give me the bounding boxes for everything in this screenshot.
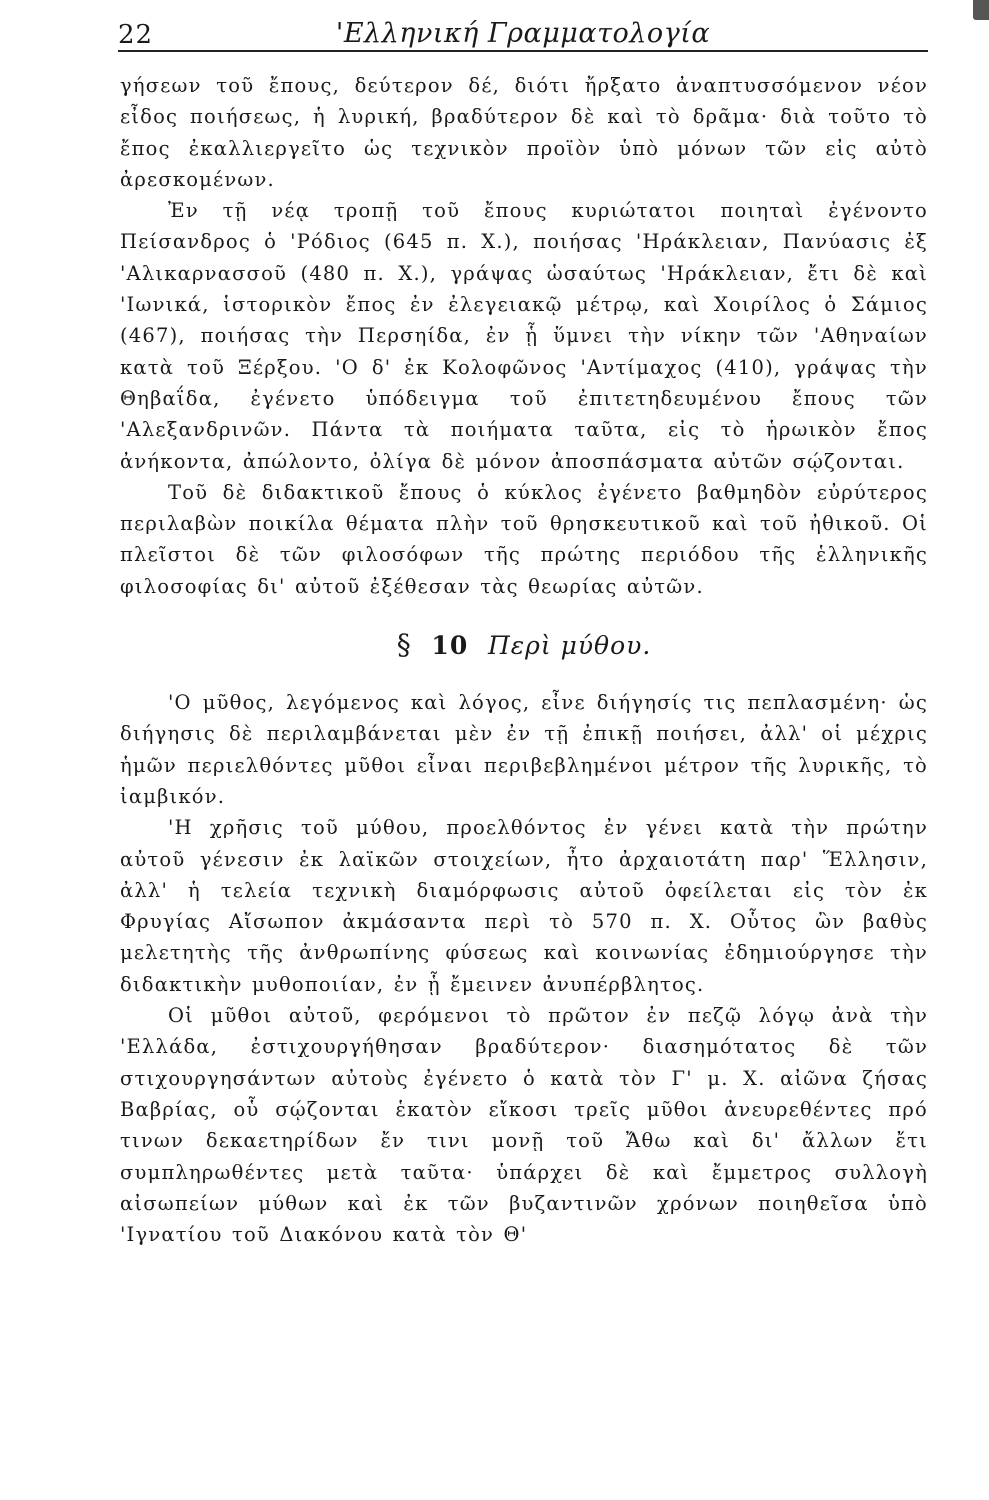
- section-heading: [120, 628, 928, 663]
- header-rule: [118, 50, 928, 52]
- section-number: 10: [431, 631, 469, 661]
- page-header: [118, 16, 928, 60]
- page-body: [120, 70, 928, 1250]
- section-sign: §: [396, 628, 412, 662]
- paragraph: Τοῦ δὲ διδακτικοῦ ἔπους ὁ κύκλος ἐγένετο βαθμηδὸν εὐρύτερος περιλαβὼν ποικίλα θέματα πλὴν τοῦ θρησκευτικοῦ καὶ τοῦ ἠθικοῦ. Οἱ πλεῖστοι δὲ τῶν φιλοσόφων τῆς πρώτης περιόδου τῆς ἑλληνικῆς φιλοσοφίας δι' αὐτοῦ ἐξέθεσαν τὰς θεωρίας αὐτῶν.: [120, 480, 928, 598]
- page-number: 22: [118, 20, 154, 50]
- paragraph: γήσεων τοῦ ἔπους, δεύτερον δέ, διότι ἤρξατο ἀναπτυσσόμενον νέον εἶδος ποιήσεως, ἡ λυρική, βραδύτερον δὲ καὶ τὸ δρᾶμα· διὰ τοῦτο τὸ ἔπος ἐκαλλιεργεῖτο ὡς τεχνικὸν προϊὸν ὑπὸ μόνων τῶν εἰς αὐτὸ ἀρεσκομένων.: [120, 74, 928, 191]
- page-edge-mark: [973, 0, 989, 20]
- running-title: 'Ελληνική Γραμματολογία: [335, 18, 711, 49]
- paragraph: 'Η χρῆσις τοῦ μύθου, προελθόντος ἐν γένει κατὰ τὴν πρώτην αὐτοῦ γένεσιν ἐκ λαϊκῶν στοιχείων, ἦτο ἀρχαιοτάτη παρ' Ἕλλησιν, ἀλλ' ἡ τελεία τεχνικὴ διαμόρφωσις αὐτοῦ ὀφείλεται εἰς τὸν ἐκ Φρυγίας Αἴσωπον ἀκμάσαντα περὶ τὸ 570 π. Χ. Οὗτος ὢν βαθὺς μελετητὴς τῆς ἀνθρωπίνης φύσεως καὶ κοινωνίας ἐδημιούργησε τὴν διδακτικὴν μυθοποιίαν, ἐν ᾗ ἔμεινεν ἀνυπέρβλητος.: [120, 816, 928, 996]
- paragraph: 'Ο μῦθος, λεγόμενος καὶ λόγος, εἶνε διήγησίς τις πεπλασμένη· ὡς διήγησις δὲ περιλαμβάνεται μὲν ἐν τῇ ἐπικῇ ποιήσει, ἀλλ' οἱ μέχρις ἡμῶν περιελθόντες μῦθοι εἶναι περιβεβλημένοι μέτρον τῆς λυρικῆς, τὸ ἰαμβικόν.: [120, 691, 928, 808]
- paragraph: Ἐν τῇ νέᾳ τροπῇ τοῦ ἔπους κυριώτατοι ποιηταὶ ἐγένοντο Πείσανδρος ὁ 'Ρόδιος (645 π. Χ.), ποιήσας 'Ηράκλειαν, Πανύασις ἐξ 'Αλικαρνασσοῦ (480 π. Χ.), γράψας ὡσαύτως 'Ηράκλειαν, ἔτι δὲ καὶ 'Ιωνικά, ἱστορικὸν ἔπος ἐν ἐλεγειακῷ μέτρῳ, καὶ Χοιρίλος ὁ Σάμιος (467), ποιήσας τὴν Περσηίδα, ἐν ᾗ ὕμνει τὴν νίκην τῶν 'Αθηναίων κατὰ τοῦ Ξέρξου. 'Ο δ' ἐκ Κολοφῶνος 'Αντίμαχος (410), γράψας τὴν Θηβαΐδα, ἐγένετο ὑπόδειγμα τοῦ ἐπιτετηδευμένου ἔπους τῶν 'Αλεξανδρινῶν. Πάντα τὰ ποιήματα ταῦτα, εἰς τὸ ἡρωικὸν ἔπος ἀνήκοντα, ἀπώλοντο, ὀλίγα δὲ μόνον ἀποσπάσματα αὐτῶν σῴζονται.: [120, 199, 928, 473]
- paragraph: Οἱ μῦθοι αὐτοῦ, φερόμενοι τὸ πρῶτον ἐν πεζῷ λόγῳ ἀνὰ τὴν 'Ελλάδα, ἐστιχουργήθησαν βραδύτερον· διασημότατος δὲ τῶν στιχουργησάντων αὐτοὺς ἐγένετο ὁ κατὰ τὸν Γ' μ. Χ. αἰῶνα ζήσας Βαβρίας, οὗ σῴζονται ἑκατὸν εἴκοσι τρεῖς μῦθοι ἀνευρεθέντες πρό τινων δεκαετηρίδων ἔν τινι μονῇ τοῦ Ἄθω καὶ δι' ἄλλων ἔτι συμπληρωθέντες μετὰ ταῦτα· ὑπάρχει δὲ καὶ ἔμμετρος συλλογὴ αἰσωπείων μύθων καὶ ἐκ τῶν βυζαντινῶν χρόνων ποιηθεῖσα ὑπὸ 'Ιγνατίου τοῦ Διακόνου κατὰ τὸν Θ': [120, 1004, 928, 1247]
- section-title: Περὶ μύθου.: [487, 631, 652, 661]
